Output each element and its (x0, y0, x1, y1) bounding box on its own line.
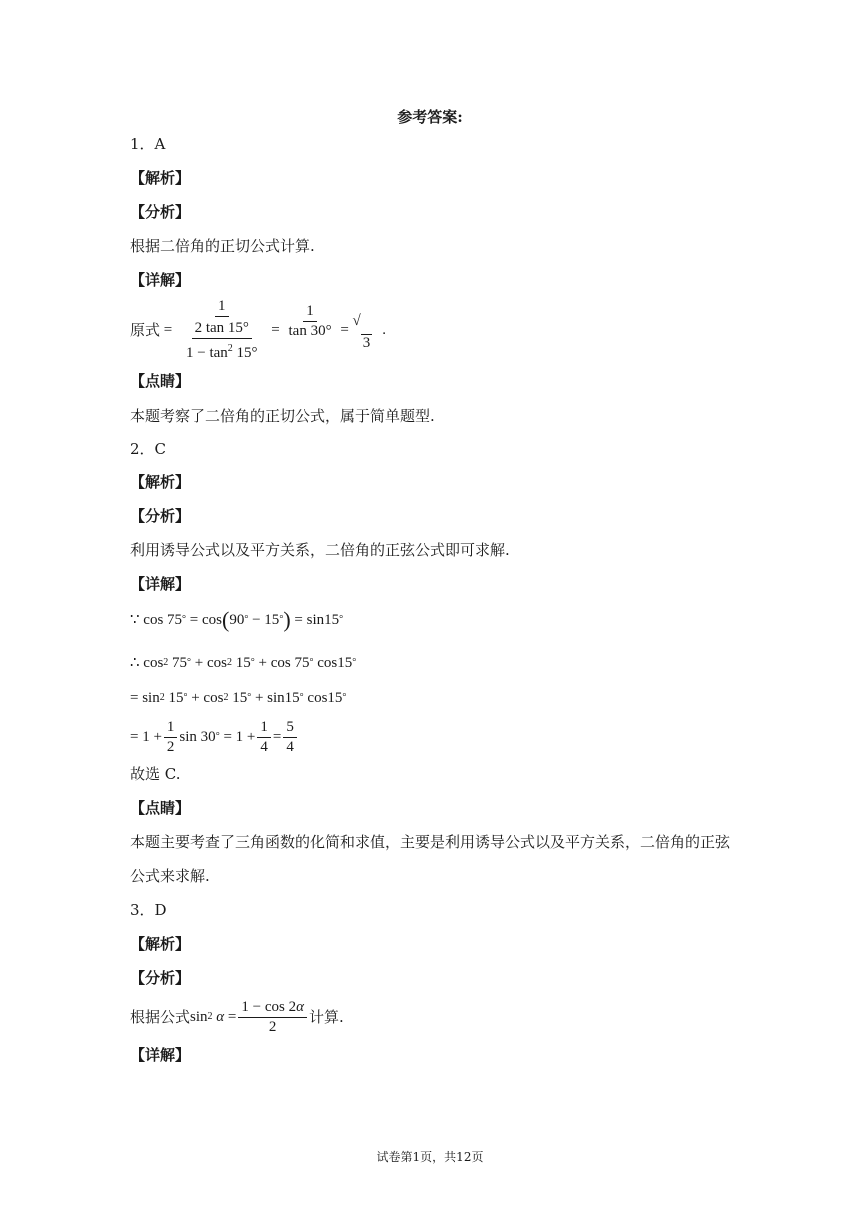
q1-math-expression: = $\frac{1}{\frac{2 \tan 15^\circ}{1 - \tan^2 15^\circ}}$ = $\frac{1}{\tan 30^\circ}$ = √ 3 . (160, 298, 386, 362)
q2-step-4: = 1 + $\frac{1}{2}$ sin 30 ° = 1 + $\frac{1}{4}$ = $\frac{5}{4}$ (130, 716, 299, 758)
q1-fenxi-label: 【分析】 (130, 203, 191, 221)
q2-step-3: = sin 2 15 ° + cos 2 15 ° + sin15 ° cos15 ° (130, 690, 347, 706)
q1-inner-fraction: $\frac{2 \tan 15^\circ}{1 - \tan^2 15^\circ}$ (185, 320, 258, 361)
q1-jiexi-label: 【解析】 (130, 169, 191, 187)
q2-dianjing-text-2: 公式来求解. (130, 867, 210, 885)
q1-dianjing-text: 本题考察了二倍角的正切公式，属于简单题型. (130, 407, 435, 425)
q2-fenxi-label: 【分析】 (130, 507, 191, 525)
q1-tan30-fraction: $\frac{1}{\tan 30^\circ}$ (288, 302, 332, 339)
q3-formula: sin 2 α = $\frac{1 - \cos 2\alpha}{2}$ (190, 999, 309, 1036)
q2-step-2: ∴ cos 2 75 ° + cos 2 15 ° + cos 75 ° cos15 ° (130, 655, 357, 671)
q2-fenxi-text: 利用诱导公式以及平方关系，二倍角的正弦公式即可求解. (130, 541, 510, 559)
q1-xiangjie-label: 【详解】 (130, 271, 191, 289)
q2-jiexi-label: 【解析】 (130, 473, 191, 491)
q1-heading: 1．A (130, 135, 166, 153)
q2-conclusion: 故选 C. (130, 765, 181, 783)
q2-xiangjie-label: 【详解】 (130, 575, 191, 593)
q1-formula (130, 300, 386, 360)
sqrt-three: √ 3 (352, 313, 371, 351)
q3-xiangjie-label: 【详解】 (130, 1046, 191, 1064)
q1-dianjing-label: 【点睛】 (130, 372, 191, 390)
page-footer: 试卷第1页，共12页 (376, 1150, 484, 1164)
q3-fenxi-text (130, 996, 344, 1038)
q3-jiexi-label: 【解析】 (130, 935, 191, 953)
q2-step-1: ∵ cos 75 ° = cos ( 90 ° − 15 ° ) = sin15 ° (130, 607, 344, 632)
q2-dianjing-label: 【点睛】 (130, 799, 191, 817)
q3-fenxi-suffix: 计算. (308, 1008, 344, 1026)
q1-fenxi-text: 根据二倍角的正切公式计算. (130, 237, 315, 255)
q1-formula-prefix: 原式 (130, 321, 161, 339)
q3-fenxi-prefix: 根据公式 (130, 1008, 191, 1026)
page-title: 参考答案: (397, 108, 463, 126)
q1-outer-fraction: $\frac{1}{\frac{2 \tan 15^\circ}{1 - \tan^2 15^\circ}}$ (178, 298, 266, 362)
q3-fenxi-label: 【分析】 (130, 969, 191, 987)
q2-dianjing-text-1: 本题主要考查了三角函数的化简和求值，主要是利用诱导公式以及平方关系，二倍角的正弦 (130, 833, 731, 851)
q3-heading: 3．D (130, 901, 167, 919)
q2-heading: 2．C (130, 440, 167, 458)
